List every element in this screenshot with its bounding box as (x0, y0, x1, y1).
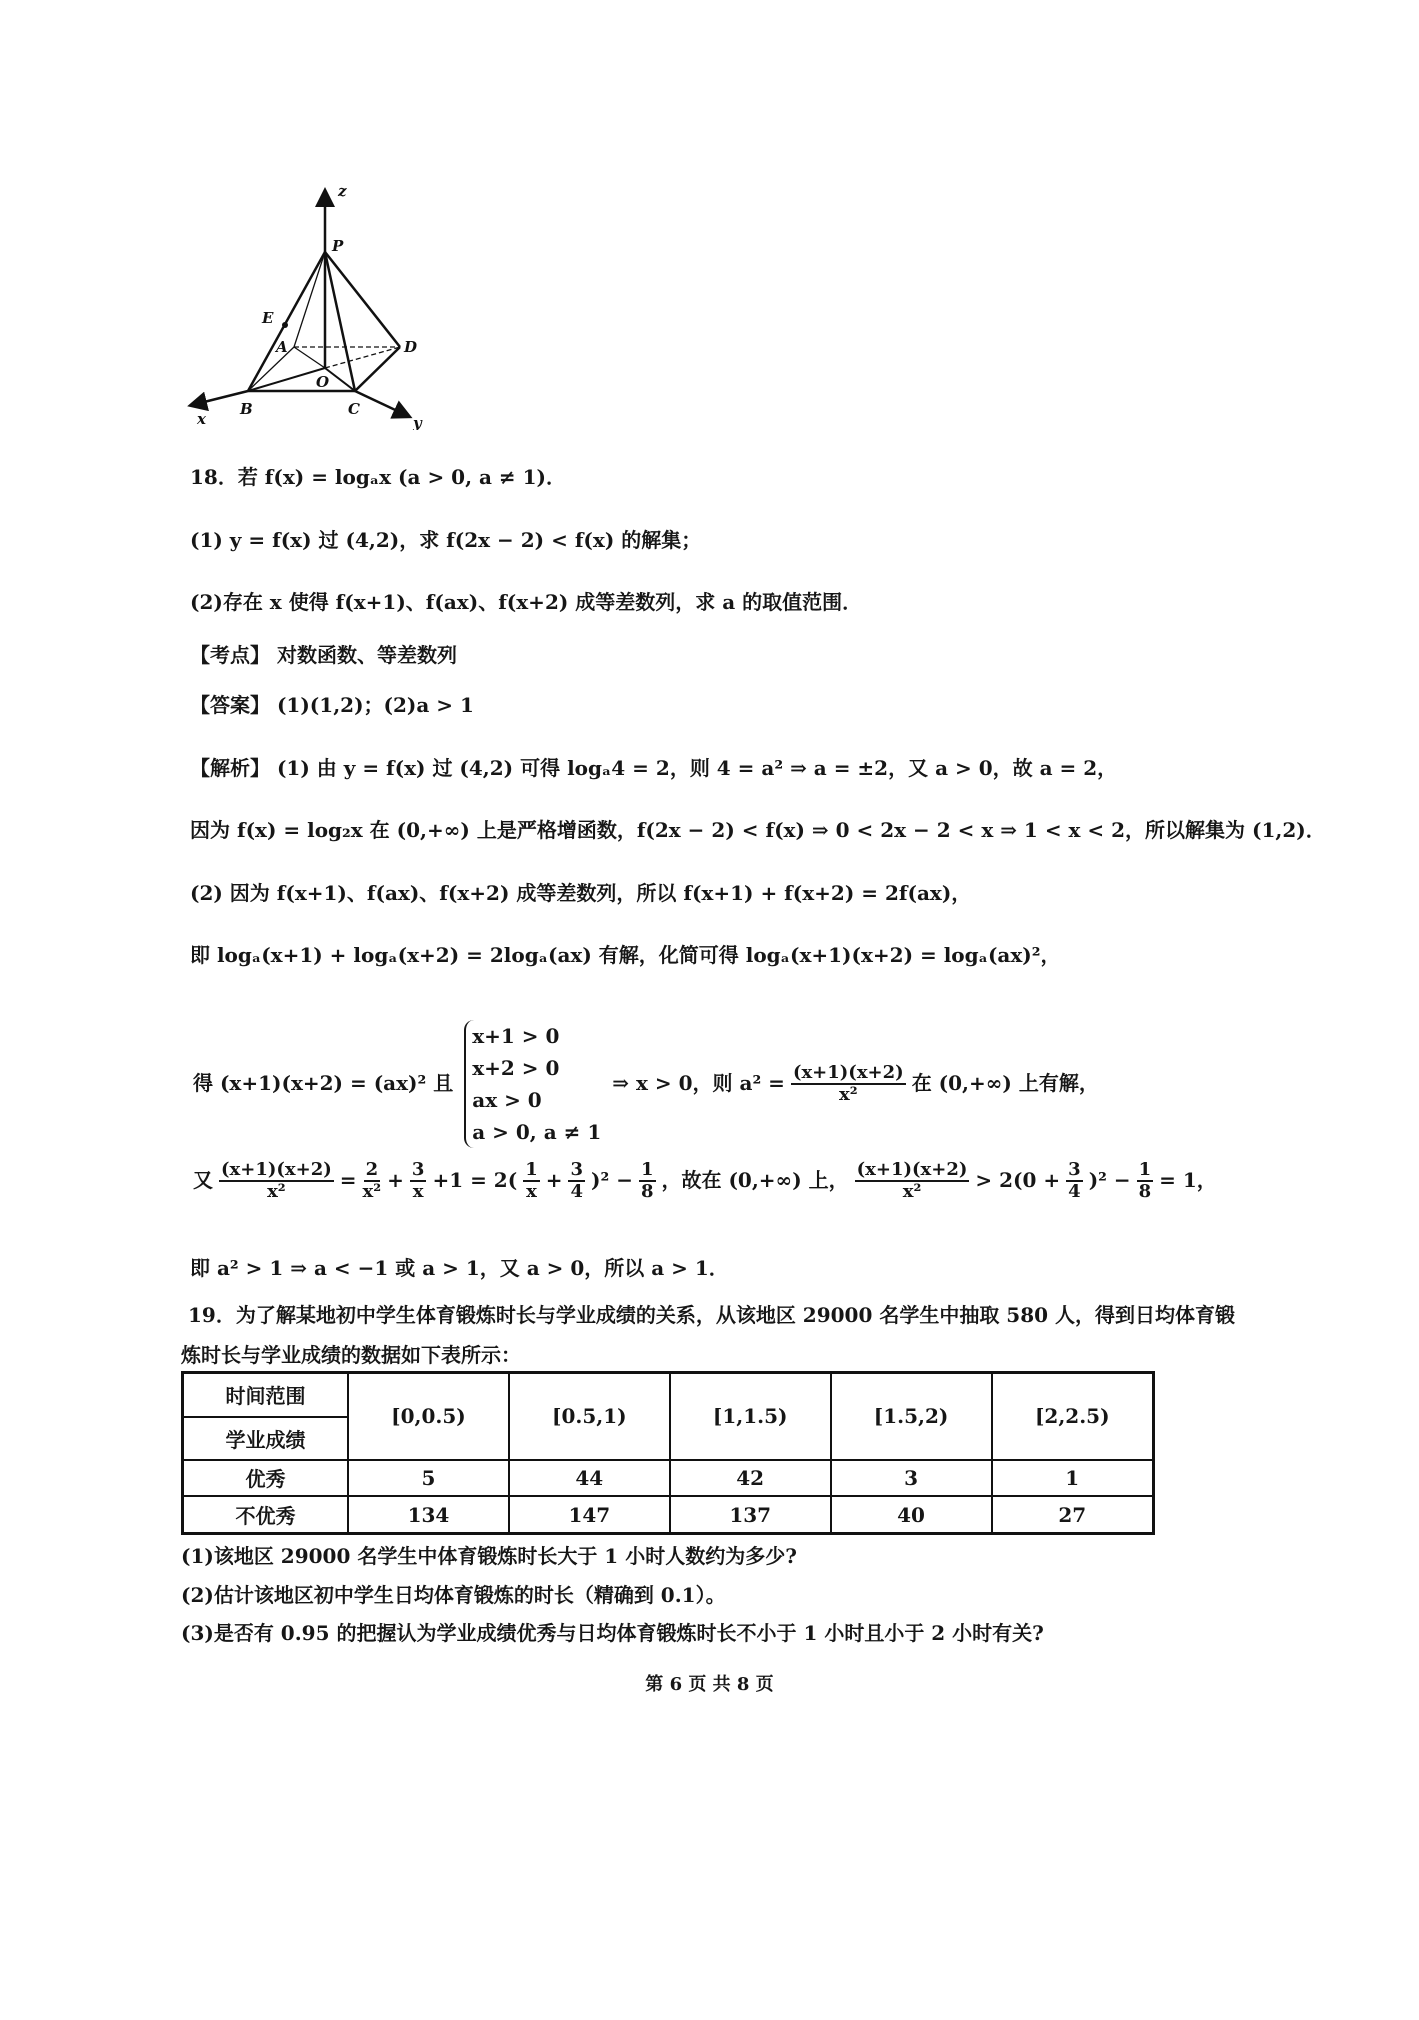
math-text: ，故在 (0,+∞) 上， (661, 1167, 849, 1192)
fraction (855, 1160, 970, 1202)
fraction (219, 1160, 334, 1202)
denominator: 8 (1138, 1181, 1152, 1202)
math-text: 在 (0,+∞) 上有解， (911, 1070, 1099, 1095)
numerator: 2 (365, 1159, 379, 1180)
table-cell: 27 (992, 1496, 1154, 1533)
label-a: A (276, 338, 288, 356)
q18-solution-line4: 即 logₐ(x+1) + logₐ(x+2) = 2logₐ(ax) 有解，化简可得 logₐ(x+1)(x+2) = logₐ(ax)²， (190, 943, 1061, 967)
label-b: B (240, 400, 253, 418)
q18-solution-line7: 即 a² > 1 ⇒ a < −1 或 a > 1，又 a > 0，所以 a > 1． (190, 1256, 729, 1280)
jiexi-label: 【解析】 (190, 756, 270, 780)
q19-stem-line2: 炼时长与学业成绩的数据如下表所示： (181, 1343, 521, 1367)
numerator: 3 (570, 1159, 584, 1180)
fraction (363, 1160, 382, 1202)
math-text: )² − (1088, 1167, 1131, 1192)
denominator: x² (362, 1181, 382, 1202)
row-label: 不优秀 (183, 1496, 349, 1533)
table-cell: 40 (831, 1496, 992, 1533)
denominator: 4 (570, 1181, 584, 1202)
denominator: 4 (1068, 1181, 1081, 1202)
numerator: 1 (640, 1159, 654, 1180)
numerator: (x+1)(x+2) (792, 1062, 904, 1083)
system-condition: x+1 > 0 (472, 1024, 560, 1048)
q18-kaodian (190, 642, 457, 668)
math-text: + (545, 1167, 563, 1192)
q18-part2: (2)存在 x 使得 f(x+1)、f(ax)、f(x+2) 成等差数列，求 a 的取值范围． (190, 590, 863, 614)
table-cell: 3 (831, 1460, 992, 1497)
label-y: y (413, 414, 422, 430)
column-header: [2,2.5) (992, 1373, 1154, 1460)
math-text: )² − (591, 1167, 633, 1192)
q19-question1: (1)该地区 29000 名学生中体育锻炼时长大于 1 小时人数约为多少? (181, 1544, 797, 1568)
kaodian-text: 对数函数、等差数列 (276, 643, 457, 667)
q19-stem-line1: 19．为了解某地初中学生体育锻炼时长与学业成绩的关系，从该地区 29000 名学生中抽取 580 人，得到日均体育锻 (188, 1303, 1236, 1327)
q19-question2: (2)估计该地区初中学生日均体育锻炼的时长（精确到 0.1）。 (181, 1583, 726, 1607)
table-cell: 134 (348, 1496, 509, 1533)
denominator: x (412, 1181, 424, 1202)
system-condition: ax > 0 (472, 1088, 542, 1112)
table-cell: 5 (348, 1460, 509, 1497)
column-header: [0,0.5) (348, 1373, 509, 1460)
numerator: (x+1)(x+2) (856, 1159, 968, 1180)
math-text: = 1， (1159, 1167, 1217, 1192)
math-text: + (387, 1167, 404, 1192)
q18-solution-line1 (190, 755, 1117, 781)
numerator: 3 (1068, 1159, 1081, 1180)
label-e: E (262, 309, 274, 327)
column-header: [0.5,1) (509, 1373, 670, 1460)
denominator: x (526, 1181, 537, 1202)
answer-text: (1)(1,2)；(2)a > 1 (276, 693, 474, 717)
table-cell: 147 (509, 1496, 670, 1533)
fraction (1066, 1160, 1083, 1202)
label-d: D (404, 338, 418, 356)
y-axis (355, 391, 408, 416)
kaodian-label: 【考点】 (190, 643, 270, 667)
q18-answer (190, 692, 474, 718)
denominator: x² (839, 1084, 858, 1105)
pyramid-figure (170, 170, 430, 430)
label-p: P (332, 237, 344, 255)
table-cell: 137 (670, 1496, 831, 1533)
math-text: ⇒ x > 0，则 a² = (612, 1070, 785, 1095)
math-text: 得 (x+1)(x+2) = (ax)² 且 (193, 1070, 454, 1095)
numerator: 3 (411, 1159, 425, 1180)
math-text: +1 = 2( (432, 1167, 518, 1192)
label-c: C (348, 400, 360, 418)
q18-stem: 18．若 f(x) = logₐx (a > 0, a ≠ 1)． (190, 465, 567, 489)
fraction (791, 1063, 906, 1105)
numerator: 1 (1138, 1159, 1152, 1180)
denominator: 8 (640, 1181, 654, 1202)
q18-solution-line6 (190, 1160, 1220, 1202)
table-row (183, 1496, 1154, 1533)
math-text: > 2(0 + (975, 1167, 1061, 1192)
table-row (183, 1460, 1154, 1497)
numerator: 1 (525, 1159, 538, 1180)
fraction (523, 1160, 540, 1202)
denominator: x² (267, 1181, 286, 1202)
inequality-system (464, 1020, 601, 1148)
q18-solution-line2: 因为 f(x) = log₂x 在 (0,+∞) 上是严格增函数，f(2x − 2) < f(x) ⇒ 0 < 2x − 2 < x ⇒ 1 < x < 2，所以解集为 (1,2)． (190, 818, 1326, 842)
answer-label: 【答案】 (190, 693, 270, 717)
numerator: (x+1)(x+2) (221, 1159, 332, 1180)
system-condition: a > 0, a ≠ 1 (472, 1120, 602, 1144)
denominator: x² (902, 1181, 922, 1202)
math-text: 又 (193, 1167, 213, 1192)
fraction (1137, 1160, 1154, 1202)
corner-bottom: 学业成绩 (183, 1417, 349, 1460)
page-footer: 第 6 页 共 8 页 (645, 1674, 774, 1695)
label-x: x (197, 410, 206, 428)
table-cell: 42 (670, 1460, 831, 1497)
q18-solution-line5 (190, 1020, 1102, 1148)
fraction (568, 1160, 585, 1202)
fraction (639, 1160, 656, 1202)
q18-solution-line3: (2) 因为 f(x+1)、f(ax)、f(x+2) 成等差数列，所以 f(x+1) + f(x+2) = 2f(ax)， (190, 881, 972, 905)
table-cell: 1 (992, 1460, 1154, 1497)
column-header: [1.5,2) (831, 1373, 992, 1460)
solution-text: (1) 由 y = f(x) 过 (4,2) 可得 logₐ4 = 2，则 4 = a² ⇒ a = ±2，又 a > 0，故 a = 2， (276, 756, 1118, 780)
column-header: [1,1.5) (670, 1373, 831, 1460)
row-label: 优秀 (183, 1460, 349, 1497)
table-cell: 44 (509, 1460, 670, 1497)
q19-question3: (3)是否有 0.95 的把握认为学业成绩优秀与日均体育锻炼时长不小于 1 小时且小于 2 小时有关? (181, 1621, 1044, 1645)
corner-top: 时间范围 (183, 1373, 349, 1417)
q18-part1: (1) y = f(x) 过 (4,2)，求 f(2x − 2) < f(x) 的解集； (190, 528, 702, 552)
system-condition: x+2 > 0 (472, 1056, 560, 1080)
label-z: z (338, 182, 347, 200)
label-o: O (316, 373, 330, 391)
math-text: = (339, 1167, 357, 1192)
point-e (282, 322, 288, 328)
data-table (181, 1371, 1155, 1535)
fraction (410, 1160, 427, 1202)
